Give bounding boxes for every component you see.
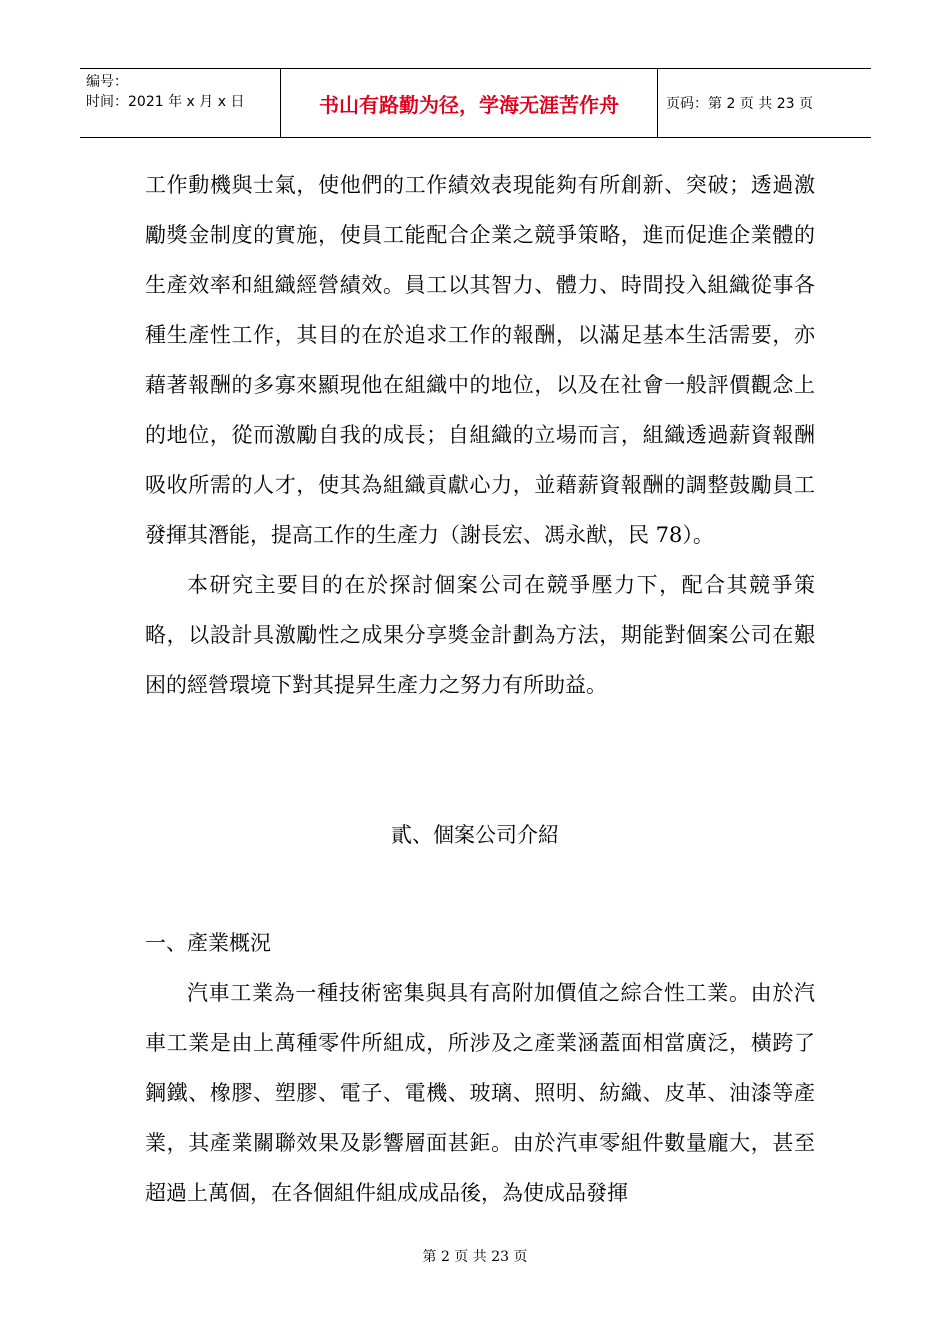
body-text-bottom xyxy=(145,968,815,1218)
subsection-title: 一、產業概況 xyxy=(145,931,271,955)
section-title: 貳、個案公司介紹 xyxy=(391,823,559,847)
page-footer: 第 2 页 共 23 页 xyxy=(422,1249,528,1265)
header-time: 时间：2021 年 x 月 x 日 xyxy=(86,94,245,110)
header-motto: 书山有路勤为径，学海无涯苦作舟 xyxy=(280,69,658,137)
body-text-top xyxy=(145,160,815,710)
header-meta xyxy=(80,69,280,137)
document-header xyxy=(80,68,871,138)
paragraph-1: 工作動機與士氣，使他們的工作績效表現能夠有所創新、突破；透過激勵獎金制度的實施，使員工能配合企業之競爭策略，進而促進企業體的生產效率和組織經營績效。員工以其智力、體力、時間投入組織從事各種生產性工作，其目的在於追求工作的報酬，以滿足基本生活需要，亦藉著報酬的多寡來顯現他在組織中的地位，以及在社會一般評價觀念上的地位，從而激勵自我的成長；自組織的立場而言，組織透過薪資報酬吸收所需的人才，使其為組織貢獻心力，並藉薪資報酬的調整鼓勵員工發揮其潛能，提高工作的生產力（謝長宏、馮永猷，民 78）。 xyxy=(145,173,815,547)
paragraph-2: 本研究主要目的在於探討個案公司在競爭壓力下，配合其競爭策略，以設計具激勵性之成果分享獎金計劃為方法，期能對個案公司在艱困的經營環境下對其提昇生產力之努力有所助益。 xyxy=(145,573,815,697)
header-number: 编号： xyxy=(86,74,128,90)
paragraph-3: 汽車工業為一種技術密集與具有高附加價值之綜合性工業。由於汽車工業是由上萬種零件所組成，所涉及之產業涵蓋面相當廣泛，橫跨了鋼鐵、橡膠、塑膠、電子、電機、玻璃、照明、紡織、皮革、油漆等產業，其產業關聯效果及影響層面甚鉅。由於汽車零組件數量龐大，甚至超過上萬個，在各個組件組成成品後，為使成品發揮 xyxy=(145,981,815,1205)
header-page-info: 页码：第 2 页 共 23 页 xyxy=(666,96,813,112)
